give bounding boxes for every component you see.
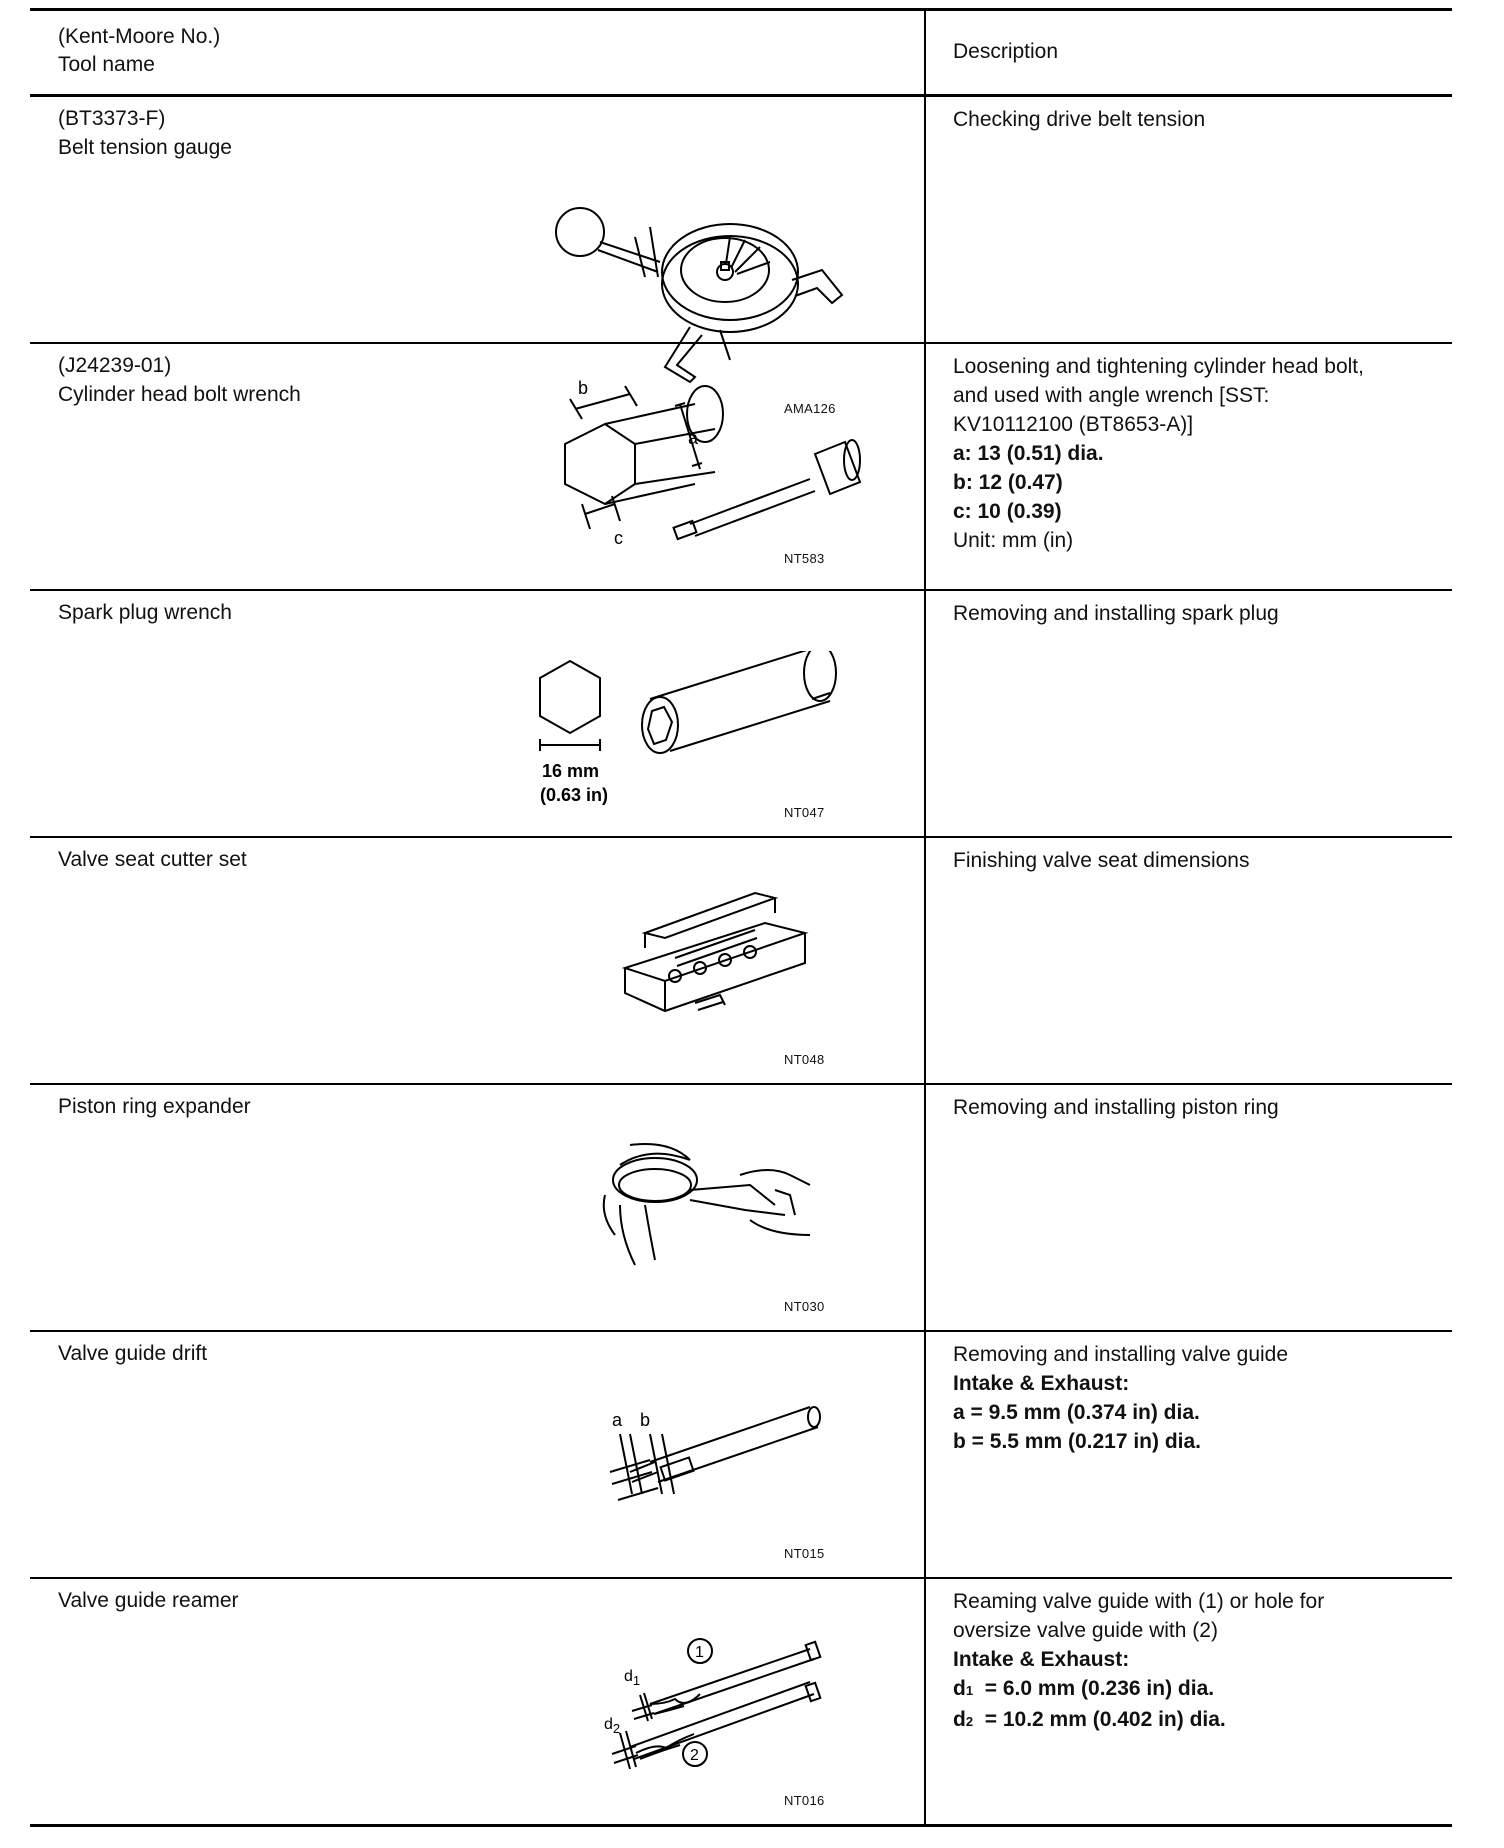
figure-code: NT015: [784, 1546, 825, 1561]
description-text: and used with angle wrench [SST:: [953, 384, 1270, 407]
header-description-cell: [926, 11, 1452, 94]
valve-guide-drift-icon: [590, 1392, 850, 1542]
description-text: Checking drive belt tension: [953, 108, 1206, 131]
piston-ring-expander-icon: [600, 1135, 830, 1285]
description-text: oversize valve guide with (2): [953, 1619, 1218, 1642]
table-row: [30, 1085, 1452, 1332]
description-cell: [926, 838, 1452, 1083]
table-row: [30, 344, 1452, 591]
size-label-in: (0.63 in): [540, 785, 609, 805]
figure-code: NT030: [784, 1299, 825, 1314]
valve-guide-reamer-icon: [570, 1629, 870, 1789]
table-row: [30, 591, 1452, 838]
header-tool-name-label: Tool name: [58, 53, 155, 76]
spec-b: b = 5.5 mm (0.217 in) dia.: [953, 1430, 1202, 1453]
description-text: Removing and installing piston ring: [953, 1096, 1279, 1119]
figure-code: NT016: [784, 1793, 825, 1808]
tool-name: Valve guide drift: [58, 1342, 208, 1365]
tool-number: (BT3373-F): [58, 107, 166, 130]
spec-b: b: 12 (0.47): [953, 471, 1063, 494]
table-row: [30, 838, 1452, 1085]
tool-name: Piston ring expander: [58, 1095, 251, 1118]
spec-c: c: 10 (0.39): [953, 500, 1062, 523]
spec-d2: d2 = 10.2 mm (0.402 in) dia.: [953, 1708, 1226, 1731]
size-label-mm: 16 mm: [542, 761, 600, 781]
table-row: [30, 1332, 1452, 1579]
description-cell: [926, 1579, 1452, 1824]
spec-d1: d1 = 6.0 mm (0.236 in) dia.: [953, 1677, 1215, 1700]
svg-text:d1: [624, 1668, 640, 1688]
figure-code: NT048: [784, 1052, 825, 1067]
d2-label: d: [604, 1716, 613, 1733]
header-description-label: Description: [953, 40, 1059, 63]
svg-text:d2: [604, 1716, 620, 1736]
description-text: KV10112100 (BT8653-A)]: [953, 413, 1194, 436]
figure-code: NT047: [784, 805, 825, 820]
dimension-c-label: c: [614, 528, 623, 548]
special-tools-table: [30, 8, 1452, 1827]
reamer-2-label: 2: [690, 1747, 699, 1764]
spec-heading: Intake & Exhaust:: [953, 1648, 1130, 1671]
table-row: [30, 1579, 1452, 1824]
description-text: Removing and installing valve guide: [953, 1343, 1289, 1366]
description-cell: [926, 97, 1452, 342]
d2-subscript: 2: [612, 1721, 621, 1736]
tool-name: Valve guide reamer: [58, 1589, 239, 1612]
description-cell: [926, 344, 1452, 589]
tool-number: (J24239-01): [58, 354, 172, 377]
description-cell: [926, 1085, 1452, 1330]
tool-name: Valve seat cutter set: [58, 848, 247, 871]
description-cell: [926, 1332, 1452, 1577]
spec-a: a = 9.5 mm (0.374 in) dia.: [953, 1401, 1200, 1424]
header-tool-name-cell: [30, 11, 926, 94]
cylinder-head-bolt-wrench-icon: [530, 374, 910, 574]
dimension-b-label: b: [578, 378, 589, 398]
figure-code: AMA126: [784, 401, 836, 416]
header-kent-moore-label: (Kent-Moore No.): [58, 25, 221, 48]
description-text: Removing and installing spark plug: [953, 602, 1279, 625]
figure-code: NT583: [784, 551, 825, 566]
tool-name: Cylinder head bolt wrench: [58, 383, 301, 406]
dimension-b-label: b: [640, 1410, 651, 1430]
valve-seat-cutter-set-icon: [615, 888, 815, 1038]
spec-a: a: 13 (0.51) dia.: [953, 442, 1104, 465]
tool-name: Belt tension gauge: [58, 136, 232, 159]
description-text: Finishing valve seat dimensions: [953, 849, 1250, 872]
spark-plug-wrench-icon: [530, 651, 910, 821]
description-cell: [926, 591, 1452, 836]
description-text: Reaming valve guide with (1) or hole for: [953, 1590, 1325, 1613]
d1-label: d: [624, 1668, 633, 1685]
dimension-a-label: a: [688, 428, 699, 448]
unit-text: Unit: mm (in): [953, 529, 1074, 552]
table-header-row: [30, 11, 1452, 97]
description-text: Loosening and tightening cylinder head bolt,: [953, 355, 1364, 378]
tool-name: Spark plug wrench: [58, 601, 232, 624]
dimension-a-label: a: [612, 1410, 623, 1430]
d1-subscript: 1: [632, 1673, 641, 1688]
reamer-1-label: 1: [695, 1644, 704, 1661]
spec-heading: Intake & Exhaust:: [953, 1372, 1130, 1395]
